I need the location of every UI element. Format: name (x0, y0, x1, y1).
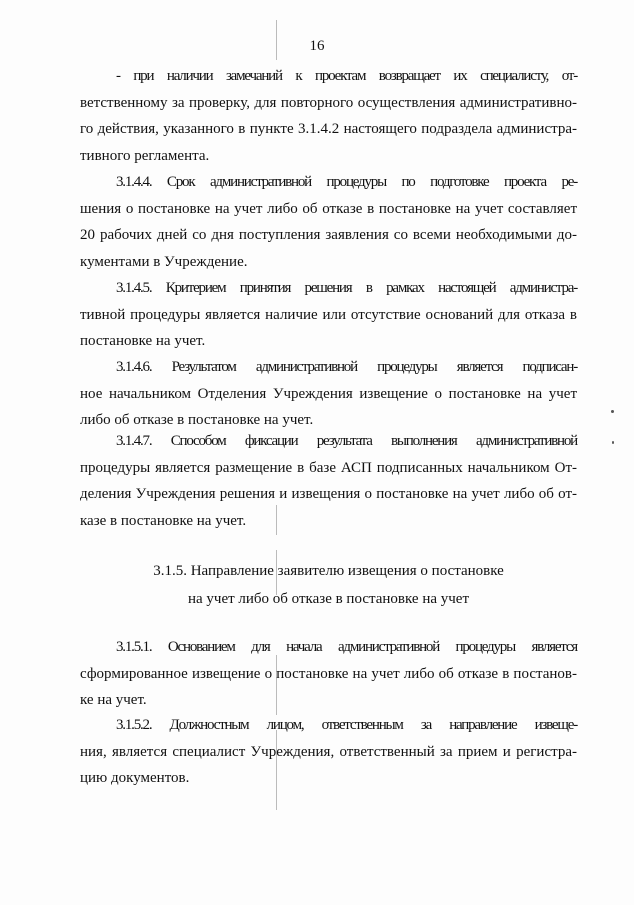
text-line: 20 рабочих дней со дня поступления заявления со всеми необходимыми до- (80, 227, 577, 243)
text-line: постановке на учет. (80, 333, 206, 349)
scan-speck (612, 441, 614, 444)
text-line: ке на учет. (80, 692, 147, 708)
paragraph-3-1-4-4 (80, 169, 577, 275)
text-line: тивной процедуры является наличие или отсутствие оснований для отказа в (80, 306, 577, 323)
text-line: го действия, указанного в пункте 3.1.4.2 настоящего подраздела администра- (80, 121, 577, 137)
paragraph-3-1-4-7 (80, 428, 577, 534)
text-line: либо об отказе в постановке на учет. (80, 412, 314, 428)
text-line: цию документов. (80, 770, 190, 786)
text-line: 3.1.5.2. Должностным лицом, ответственным за направление извеще- (116, 717, 577, 733)
paragraph-3-1-5-1 (80, 634, 577, 714)
text-line: 3.1.4.5. Критерием принятия решения в рамках настоящей администра- (116, 280, 577, 296)
text-line: деления Учреждения решения и извещения о постановке на учет либо об от- (80, 486, 577, 502)
text-line: ветственному за проверку, для повторного осуществления административно- (80, 94, 577, 111)
text-line: 3.1.4.7. Способом фиксации результата выполнения административной (116, 433, 577, 449)
paragraph-3-1-4-6 (80, 354, 577, 434)
text-line: 3.1.4.4. Срок административной процедуры по подготовке проекта ре- (116, 174, 577, 190)
text-line: 3.1.4.6. Результатом административной процедуры является подписан- (116, 359, 577, 375)
text-line: 3.1.5.1. Основанием для начала административной процедуры является (116, 639, 577, 655)
text-line: шения о постановке на учет либо об отказе в постановке на учет составляет (80, 200, 577, 217)
page-number: 16 (309, 38, 325, 54)
paragraph (80, 63, 577, 169)
paragraph-3-1-5-2 (80, 712, 577, 792)
text-line: тивного регламента. (80, 147, 210, 164)
text-line: кументами в Учреждение. (80, 253, 248, 270)
text-line: ния, является специалист Учреждения, ответственный за прием и регистра- (80, 743, 577, 760)
text-line: ное начальником Отделения Учреждения извещение о постановке на учет (80, 385, 577, 402)
paragraph-3-1-4-5 (80, 275, 577, 355)
text-line: казе в постановке на учет. (80, 512, 247, 529)
section-heading (80, 557, 577, 613)
text-line: процедуры является размещение в базе АСП подписанных начальником От- (80, 459, 577, 476)
scan-speck (611, 410, 614, 413)
text-line: сформированное извещение о постановке на учет либо об отказе в постанов- (80, 665, 577, 682)
section-heading-line: 3.1.5. Направление заявителю извещения о постановке (153, 563, 504, 579)
section-heading-line: на учет либо об отказе в постановке на учет (187, 591, 470, 607)
text-line: - при наличии замечаний к проектам возвращает их специалисту, от- (116, 68, 577, 84)
